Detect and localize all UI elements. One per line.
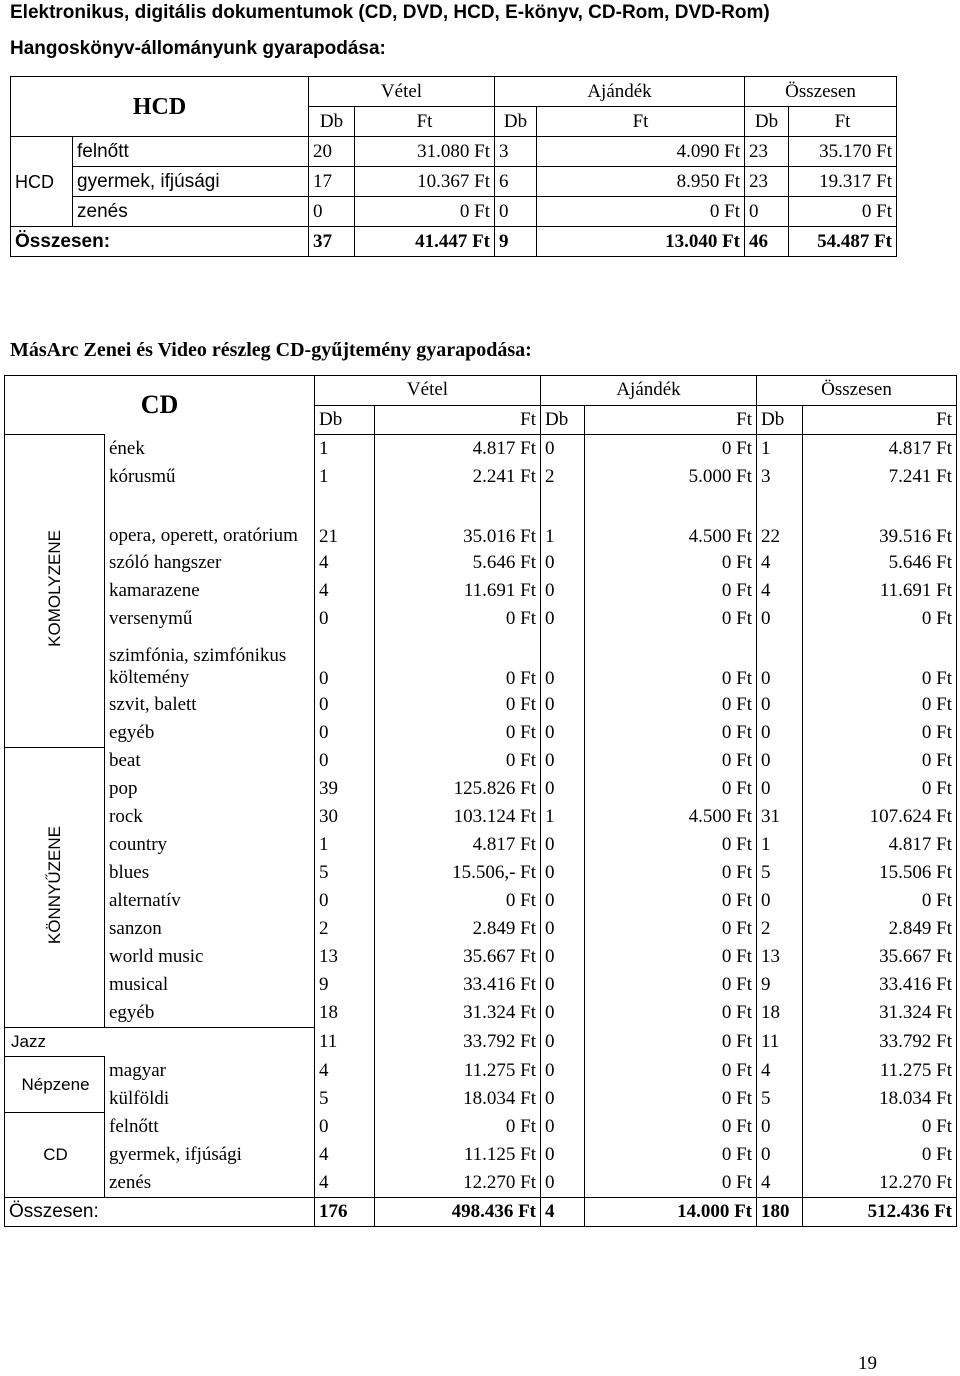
- cell: 0 Ft: [585, 605, 757, 633]
- cell: 4: [541, 1197, 585, 1226]
- col-group-total: Összesen: [757, 376, 957, 406]
- cell: 0: [541, 1113, 585, 1141]
- table-row: [5, 1057, 957, 1085]
- cell: 0 Ft: [803, 775, 957, 803]
- sub-col: Ft: [537, 107, 745, 137]
- cell: 0: [315, 633, 375, 691]
- group-cd: CD: [5, 1113, 105, 1198]
- cd-acquisition-table: [4, 375, 957, 1227]
- cell: 4.817 Ft: [375, 831, 541, 859]
- cell: 0: [541, 549, 585, 577]
- sub-col: Ft: [803, 405, 957, 435]
- cell: 15.506,- Ft: [375, 859, 541, 887]
- cell: 0 Ft: [803, 633, 957, 691]
- cell: 11.691 Ft: [375, 577, 541, 605]
- table-row: [5, 1113, 957, 1141]
- section-heading: Elektronikus, digitális dokumentumok (CD, DVD, HCD, E-könyv, CD-Rom, DVD-Rom): [10, 2, 770, 23]
- cell: 0: [315, 605, 375, 633]
- total-row: [11, 227, 897, 257]
- row-label: felnőtt: [105, 1113, 315, 1141]
- cell: 7.241 Ft: [803, 463, 957, 491]
- cell: 30: [315, 803, 375, 831]
- cell: 0 Ft: [585, 1085, 757, 1113]
- cell: 4: [315, 577, 375, 605]
- row-label: szimfónia, szimfónikus költemény: [105, 633, 315, 691]
- sub-col: Db: [315, 405, 375, 435]
- table-row: [5, 775, 957, 803]
- cell: 0: [757, 775, 803, 803]
- cell: 31.080 Ft: [355, 137, 495, 167]
- cell: 23: [745, 167, 789, 197]
- cell: 1: [315, 831, 375, 859]
- cell: 18.034 Ft: [375, 1085, 541, 1113]
- row-label: sanzon: [105, 915, 315, 943]
- cell: 0 Ft: [375, 691, 541, 719]
- table-row: [11, 197, 897, 227]
- cell: 21: [315, 491, 375, 549]
- cell: 0: [541, 775, 585, 803]
- cell: 17: [309, 167, 355, 197]
- cell: 13: [315, 943, 375, 971]
- cell: 0: [541, 1169, 585, 1198]
- cell: 13: [757, 943, 803, 971]
- cell: 1: [541, 491, 585, 549]
- cell: 0: [541, 915, 585, 943]
- row-group-label: HCD: [11, 137, 73, 227]
- cell: 0: [541, 747, 585, 775]
- cell: 5.646 Ft: [803, 549, 957, 577]
- cell: 0: [315, 691, 375, 719]
- cell: 0 Ft: [585, 633, 757, 691]
- cell: 0 Ft: [375, 887, 541, 915]
- table-row: [5, 1169, 957, 1198]
- table-row: [5, 943, 957, 971]
- cell: 0 Ft: [789, 197, 897, 227]
- cell: 2: [315, 915, 375, 943]
- cell: 0: [495, 197, 537, 227]
- audiobook-acquisition-table: [10, 76, 897, 257]
- cell: 0: [541, 1028, 585, 1057]
- cell: 0 Ft: [585, 1113, 757, 1141]
- row-label: versenymű: [105, 605, 315, 633]
- cell: 0 Ft: [803, 719, 957, 747]
- table-row: [5, 859, 957, 887]
- table-row: [5, 719, 957, 747]
- table-row: [5, 887, 957, 915]
- cell: 0 Ft: [585, 915, 757, 943]
- cell: 0 Ft: [803, 887, 957, 915]
- row-label: zenés: [73, 197, 309, 227]
- cell: 4: [315, 1141, 375, 1169]
- table-row: [5, 747, 957, 775]
- cell: 19.317 Ft: [789, 167, 897, 197]
- cell: 0 Ft: [585, 1028, 757, 1057]
- cell: 22: [757, 491, 803, 549]
- cell: 0 Ft: [375, 719, 541, 747]
- cell: 4: [315, 1169, 375, 1198]
- cell: 0 Ft: [585, 747, 757, 775]
- row-label: rock: [105, 803, 315, 831]
- cell: 54.487 Ft: [789, 227, 897, 257]
- row-label: opera, operett, oratórium: [105, 491, 315, 549]
- cell: 9: [757, 971, 803, 999]
- row-label: alternatív: [105, 887, 315, 915]
- cell: 1: [315, 435, 375, 464]
- cell: 0 Ft: [585, 435, 757, 464]
- cell: 176: [315, 1197, 375, 1226]
- cell: 0: [757, 1113, 803, 1141]
- cell: 5.646 Ft: [375, 549, 541, 577]
- cell: 0: [757, 747, 803, 775]
- cell: 0 Ft: [585, 1169, 757, 1198]
- cell: 0 Ft: [803, 605, 957, 633]
- sub-col: Ft: [585, 405, 757, 435]
- cell: 0 Ft: [585, 999, 757, 1028]
- cell: 0: [541, 999, 585, 1028]
- sub-col: Db: [757, 405, 803, 435]
- cell: 0: [315, 887, 375, 915]
- row-label: szóló hangszer: [105, 549, 315, 577]
- cell: 0 Ft: [585, 887, 757, 915]
- cell: 0: [541, 887, 585, 915]
- cell: 0: [757, 691, 803, 719]
- sub-col: Db: [309, 107, 355, 137]
- cell: 4.090 Ft: [537, 137, 745, 167]
- total-label: Összesen:: [5, 1197, 315, 1226]
- cell: 0 Ft: [803, 747, 957, 775]
- row-label: egyéb: [105, 999, 315, 1028]
- row-label: zenés: [105, 1169, 315, 1198]
- row-label: külföldi: [105, 1085, 315, 1113]
- cell: 0: [541, 1057, 585, 1085]
- cell: 6: [495, 167, 537, 197]
- cell: 0: [745, 197, 789, 227]
- cell: 12.270 Ft: [803, 1169, 957, 1198]
- cell: 4.500 Ft: [585, 491, 757, 549]
- table-row: [5, 605, 957, 633]
- cell: 35.016 Ft: [375, 491, 541, 549]
- cell: 0 Ft: [375, 1113, 541, 1141]
- table-row: [5, 491, 957, 549]
- cell: 0: [757, 633, 803, 691]
- row-label: country: [105, 831, 315, 859]
- cell: 3: [495, 137, 537, 167]
- cell: 0 Ft: [585, 577, 757, 605]
- col-group-total: Összesen: [745, 77, 897, 107]
- cell: 1: [541, 803, 585, 831]
- cell: 39.516 Ft: [803, 491, 957, 549]
- cell: 0: [541, 971, 585, 999]
- cell: 3: [757, 463, 803, 491]
- cell: 0: [315, 1113, 375, 1141]
- cell: 0 Ft: [355, 197, 495, 227]
- cell: 4: [757, 1057, 803, 1085]
- cell: 5: [315, 1085, 375, 1113]
- sub-col: Ft: [355, 107, 495, 137]
- row-label: beat: [105, 747, 315, 775]
- sub-col: Db: [745, 107, 789, 137]
- row-label: gyermek, ifjúsági: [105, 1141, 315, 1169]
- table-row: [5, 999, 957, 1028]
- cell: 33.416 Ft: [375, 971, 541, 999]
- cell: 0 Ft: [375, 747, 541, 775]
- sub-col: Ft: [789, 107, 897, 137]
- cell: 11.691 Ft: [803, 577, 957, 605]
- cell: 33.792 Ft: [803, 1028, 957, 1057]
- cd-table-body: [5, 376, 957, 1227]
- cell: 8.950 Ft: [537, 167, 745, 197]
- cell: 0: [541, 691, 585, 719]
- table-row: [5, 971, 957, 999]
- cell: 1: [757, 831, 803, 859]
- cell: 23: [745, 137, 789, 167]
- cell: 0: [541, 577, 585, 605]
- cell: 0: [315, 747, 375, 775]
- cell: 0 Ft: [585, 971, 757, 999]
- cell: 0 Ft: [585, 1057, 757, 1085]
- cell: 0: [541, 605, 585, 633]
- table-row: [5, 1085, 957, 1113]
- total-label: Összesen:: [15, 230, 111, 252]
- table-title: CD: [140, 390, 179, 419]
- cell: 31.324 Ft: [375, 999, 541, 1028]
- row-label: egyéb: [105, 719, 315, 747]
- row-label: szvit, balett: [105, 691, 315, 719]
- cell: 10.367 Ft: [355, 167, 495, 197]
- row-label: blues: [105, 859, 315, 887]
- cell: 0 Ft: [803, 1141, 957, 1169]
- cell: 2: [757, 915, 803, 943]
- cell: 35.170 Ft: [789, 137, 897, 167]
- col-group-gift: Ajándék: [495, 77, 745, 107]
- table-row: [5, 1141, 957, 1169]
- cell: 0: [541, 435, 585, 464]
- sub-col: Db: [541, 405, 585, 435]
- group-konnyuzene-text: KÖNNYŰZENE: [44, 825, 64, 944]
- cell: 18: [315, 999, 375, 1028]
- cell: 512.436 Ft: [803, 1197, 957, 1226]
- cell: 13.040 Ft: [537, 227, 745, 257]
- group-konnyuzene: [5, 747, 105, 1028]
- col-group-purchase: Vétel: [309, 77, 495, 107]
- cell: 0: [757, 605, 803, 633]
- cell: 4.817 Ft: [803, 831, 957, 859]
- group-jazz: Jazz: [5, 1028, 315, 1057]
- cell: 0 Ft: [375, 633, 541, 691]
- cell: 11: [315, 1028, 375, 1057]
- cell: 35.667 Ft: [375, 943, 541, 971]
- cell: 31: [757, 803, 803, 831]
- cell: 46: [745, 227, 789, 257]
- cell: 11.125 Ft: [375, 1141, 541, 1169]
- row-label: musical: [105, 971, 315, 999]
- cell: 0 Ft: [585, 549, 757, 577]
- cell: 0: [541, 831, 585, 859]
- cell: 20: [309, 137, 355, 167]
- cell: 0 Ft: [375, 605, 541, 633]
- cell: 33.416 Ft: [803, 971, 957, 999]
- cell: 2.849 Ft: [803, 915, 957, 943]
- cell: 0 Ft: [803, 691, 957, 719]
- cell: 9: [315, 971, 375, 999]
- cell: 0: [541, 859, 585, 887]
- cell: 2: [541, 463, 585, 491]
- cell: 11.275 Ft: [375, 1057, 541, 1085]
- row-label: ének: [105, 435, 315, 464]
- row-label: pop: [105, 775, 315, 803]
- cell: 14.000 Ft: [585, 1197, 757, 1226]
- table-row: [5, 915, 957, 943]
- cell: 0 Ft: [585, 775, 757, 803]
- cell: 11.275 Ft: [803, 1057, 957, 1085]
- table-row: [5, 803, 957, 831]
- cell: 5: [757, 859, 803, 887]
- row-label: kórusmű: [105, 463, 315, 491]
- cell: 4: [315, 1057, 375, 1085]
- cell: 0: [541, 633, 585, 691]
- cell: 1: [757, 435, 803, 464]
- cell: 2.849 Ft: [375, 915, 541, 943]
- cd-heading: MásArc Zenei és Video részleg CD-gyűjtemény gyarapodása:: [10, 339, 532, 361]
- cell: 0 Ft: [585, 691, 757, 719]
- cell: 11: [757, 1028, 803, 1057]
- cell: 41.447 Ft: [355, 227, 495, 257]
- sub-col: Ft: [375, 405, 541, 435]
- cell: 0 Ft: [537, 197, 745, 227]
- table-row: [5, 549, 957, 577]
- cell: 0: [757, 719, 803, 747]
- cell: 4: [757, 577, 803, 605]
- cell: 39: [315, 775, 375, 803]
- table-header-row: [11, 77, 897, 107]
- cell: 0 Ft: [585, 831, 757, 859]
- table-row: [5, 435, 957, 464]
- table-row: [5, 577, 957, 605]
- group-komolyzene: [5, 435, 105, 748]
- table-row: [5, 691, 957, 719]
- row-label: magyar: [105, 1057, 315, 1085]
- cell: 0 Ft: [585, 859, 757, 887]
- table-row: [5, 633, 957, 691]
- row-label: kamarazene: [105, 577, 315, 605]
- cell: 9: [495, 227, 537, 257]
- table-row: [5, 831, 957, 859]
- cell: 498.436 Ft: [375, 1197, 541, 1226]
- cell: 4: [757, 549, 803, 577]
- cell: 4.817 Ft: [803, 435, 957, 464]
- cell: 35.667 Ft: [803, 943, 957, 971]
- cell: 0: [315, 719, 375, 747]
- cell: 4: [315, 549, 375, 577]
- col-group-gift: Ajándék: [541, 376, 757, 406]
- cell: 0: [541, 943, 585, 971]
- table-row: [5, 1028, 957, 1057]
- table-row: [5, 463, 957, 491]
- cell: 0 Ft: [803, 1113, 957, 1141]
- cell: 0 Ft: [585, 719, 757, 747]
- cell: 107.624 Ft: [803, 803, 957, 831]
- cell: 31.324 Ft: [803, 999, 957, 1028]
- row-label: gyermek, ifjúsági: [73, 167, 309, 197]
- cell: 1: [315, 463, 375, 491]
- cell: 180: [757, 1197, 803, 1226]
- cell: 4.817 Ft: [375, 435, 541, 464]
- cell: 5.000 Ft: [585, 463, 757, 491]
- table-header-row: [5, 376, 957, 406]
- cell: 5: [315, 859, 375, 887]
- cell: 18: [757, 999, 803, 1028]
- page-number: 19: [858, 1353, 877, 1374]
- sub-col: Db: [495, 107, 537, 137]
- cell: 0 Ft: [585, 943, 757, 971]
- cell: 125.826 Ft: [375, 775, 541, 803]
- group-komolyzene-text: KOMOLYZENE: [44, 529, 64, 647]
- table-title: HCD: [132, 93, 187, 120]
- cell: 0: [541, 1085, 585, 1113]
- cell: 0: [757, 887, 803, 915]
- cell: 4.500 Ft: [585, 803, 757, 831]
- audiobook-subheading: Hangoskönyv-állományunk gyarapodása:: [10, 38, 386, 59]
- cell: 0: [541, 719, 585, 747]
- cell: 2.241 Ft: [375, 463, 541, 491]
- row-label: world music: [105, 943, 315, 971]
- cell: 5: [757, 1085, 803, 1113]
- cell: 18.034 Ft: [803, 1085, 957, 1113]
- cell: 37: [309, 227, 355, 257]
- cell: 0: [309, 197, 355, 227]
- cell: 103.124 Ft: [375, 803, 541, 831]
- cell: 0: [757, 1141, 803, 1169]
- cell: 4: [757, 1169, 803, 1198]
- cell: 15.506 Ft: [803, 859, 957, 887]
- group-nepzene: Népzene: [5, 1057, 105, 1113]
- total-row: [5, 1197, 957, 1226]
- cell: 0 Ft: [585, 1141, 757, 1169]
- table-row: [11, 137, 897, 167]
- col-group-purchase: Vétel: [315, 376, 541, 406]
- cell: 12.270 Ft: [375, 1169, 541, 1198]
- row-label: felnőtt: [73, 137, 309, 167]
- cell: 0: [541, 1141, 585, 1169]
- table-row: [11, 167, 897, 197]
- cell: 33.792 Ft: [375, 1028, 541, 1057]
